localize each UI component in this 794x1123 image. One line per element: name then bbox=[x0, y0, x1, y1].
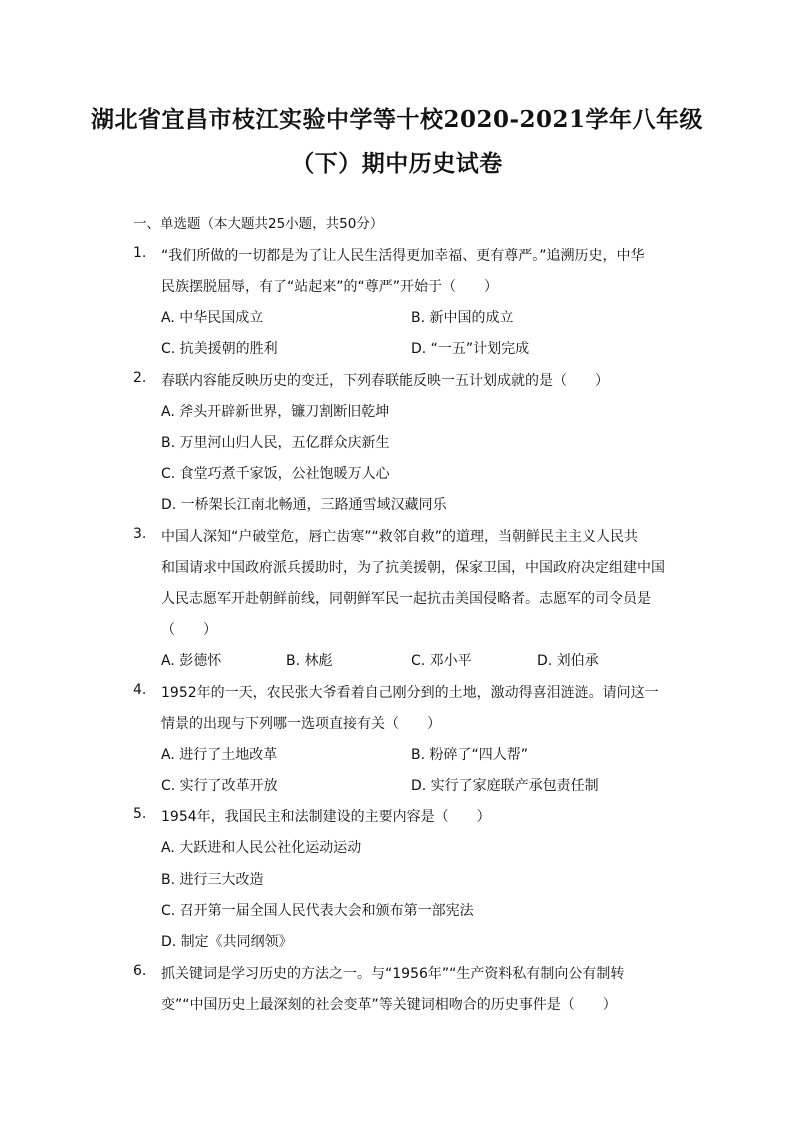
option-b[interactable]: B. 粉碎了“四人帮” bbox=[411, 747, 529, 763]
question-text: 抓关键词是学习历史的方法之一。与“1956年”“生产资料私有制向公有制转 bbox=[161, 966, 625, 982]
question-number: 3. bbox=[133, 526, 147, 542]
question-text: （ ） bbox=[161, 622, 217, 638]
option-d[interactable]: D. “一五”计划完成 bbox=[411, 341, 530, 357]
option-b[interactable]: B. 进行三大改造 bbox=[161, 872, 264, 888]
option-b[interactable]: B. 万里河山归人民，五亿群众庆新生 bbox=[161, 435, 390, 451]
question-text: 和国请求中国政府派兵援助时，为了抗美援朝，保家卫国，中国政府决定组建中国 bbox=[161, 560, 665, 576]
question-text: 1952年的一天，农民张大爷看着自己刚分到的土地，激动得喜泪涟涟。请问这一 bbox=[161, 685, 659, 701]
question-text: 变”“中国历史上最深刻的社会变革”等关键词相吻合的历史事件是（ ） bbox=[161, 997, 617, 1013]
option-d[interactable]: D. 实行了家庭联产承包责任制 bbox=[411, 778, 599, 794]
exam-title-line-2: （下）期中历史试卷 bbox=[291, 150, 503, 177]
option-c[interactable]: C. 食堂巧煮千家饭，公社饱暖万人心 bbox=[161, 466, 390, 482]
question-text: 1954年，我国民主和法制建设的主要内容是（ ） bbox=[161, 809, 491, 825]
question-number: 1. bbox=[133, 245, 147, 261]
option-d[interactable]: D. 一桥架长江南北畅通，三路通雪域汉藏同乐 bbox=[161, 497, 447, 513]
option-a[interactable]: A. 斧头开辟新世界，镰刀割断旧乾坤 bbox=[161, 404, 390, 420]
option-d[interactable]: D. 刘伯承 bbox=[537, 653, 599, 669]
question-number: 2. bbox=[133, 370, 147, 386]
option-d[interactable]: D. 制定《共同纲领》 bbox=[161, 934, 293, 950]
question-number: 4. bbox=[133, 682, 147, 698]
option-a[interactable]: A. 彭德怀 bbox=[161, 653, 222, 669]
question-text: 人民志愿军开赴朝鲜前线，同朝鲜军民一起抗击美国侵略者。志愿军的司令员是 bbox=[161, 591, 651, 607]
question-text: 中国人深知“户破堂危，唇亡齿寒”“救邻自救”的道理，当朝鲜民主主义人民共 bbox=[161, 529, 639, 545]
option-a[interactable]: A. 进行了土地改革 bbox=[161, 747, 278, 763]
question-number: 6. bbox=[133, 963, 147, 979]
option-c[interactable]: C. 实行了改革开放 bbox=[161, 778, 278, 794]
option-c[interactable]: C. 邓小平 bbox=[411, 653, 472, 669]
option-a[interactable]: A. 中华民国成立 bbox=[161, 310, 264, 326]
option-b[interactable]: B. 新中国的成立 bbox=[411, 310, 514, 326]
exam-title-line-1: 湖北省宜昌市枝江实验中学等十校2020-2021学年八年级 bbox=[90, 106, 704, 133]
question-text: 春联内容能反映历史的变迁，下列春联能反映一五计划成就的是（ ） bbox=[161, 373, 609, 389]
option-c[interactable]: C. 召开第一届全国人民代表大会和颁布第一部宪法 bbox=[161, 903, 474, 919]
section-heading: 一、单选题（本大题共25小题，共50分） bbox=[133, 216, 384, 232]
option-a[interactable]: A. 大跃进和人民公社化运动运动 bbox=[161, 840, 362, 856]
question-text: 民族摆脱屈辱，有了“站起来”的“尊严”开始于（ ） bbox=[161, 279, 499, 295]
question-text: 情景的出现与下列哪一选项直接有关（ ） bbox=[161, 716, 441, 732]
question-number: 5. bbox=[133, 806, 147, 822]
option-c[interactable]: C. 抗美援朝的胜利 bbox=[161, 341, 278, 357]
option-b[interactable]: B. 林彪 bbox=[286, 653, 333, 669]
question-text: “我们所做的一切都是为了让人民生活得更加幸福、更有尊严。”追溯历史，中华 bbox=[161, 248, 645, 264]
